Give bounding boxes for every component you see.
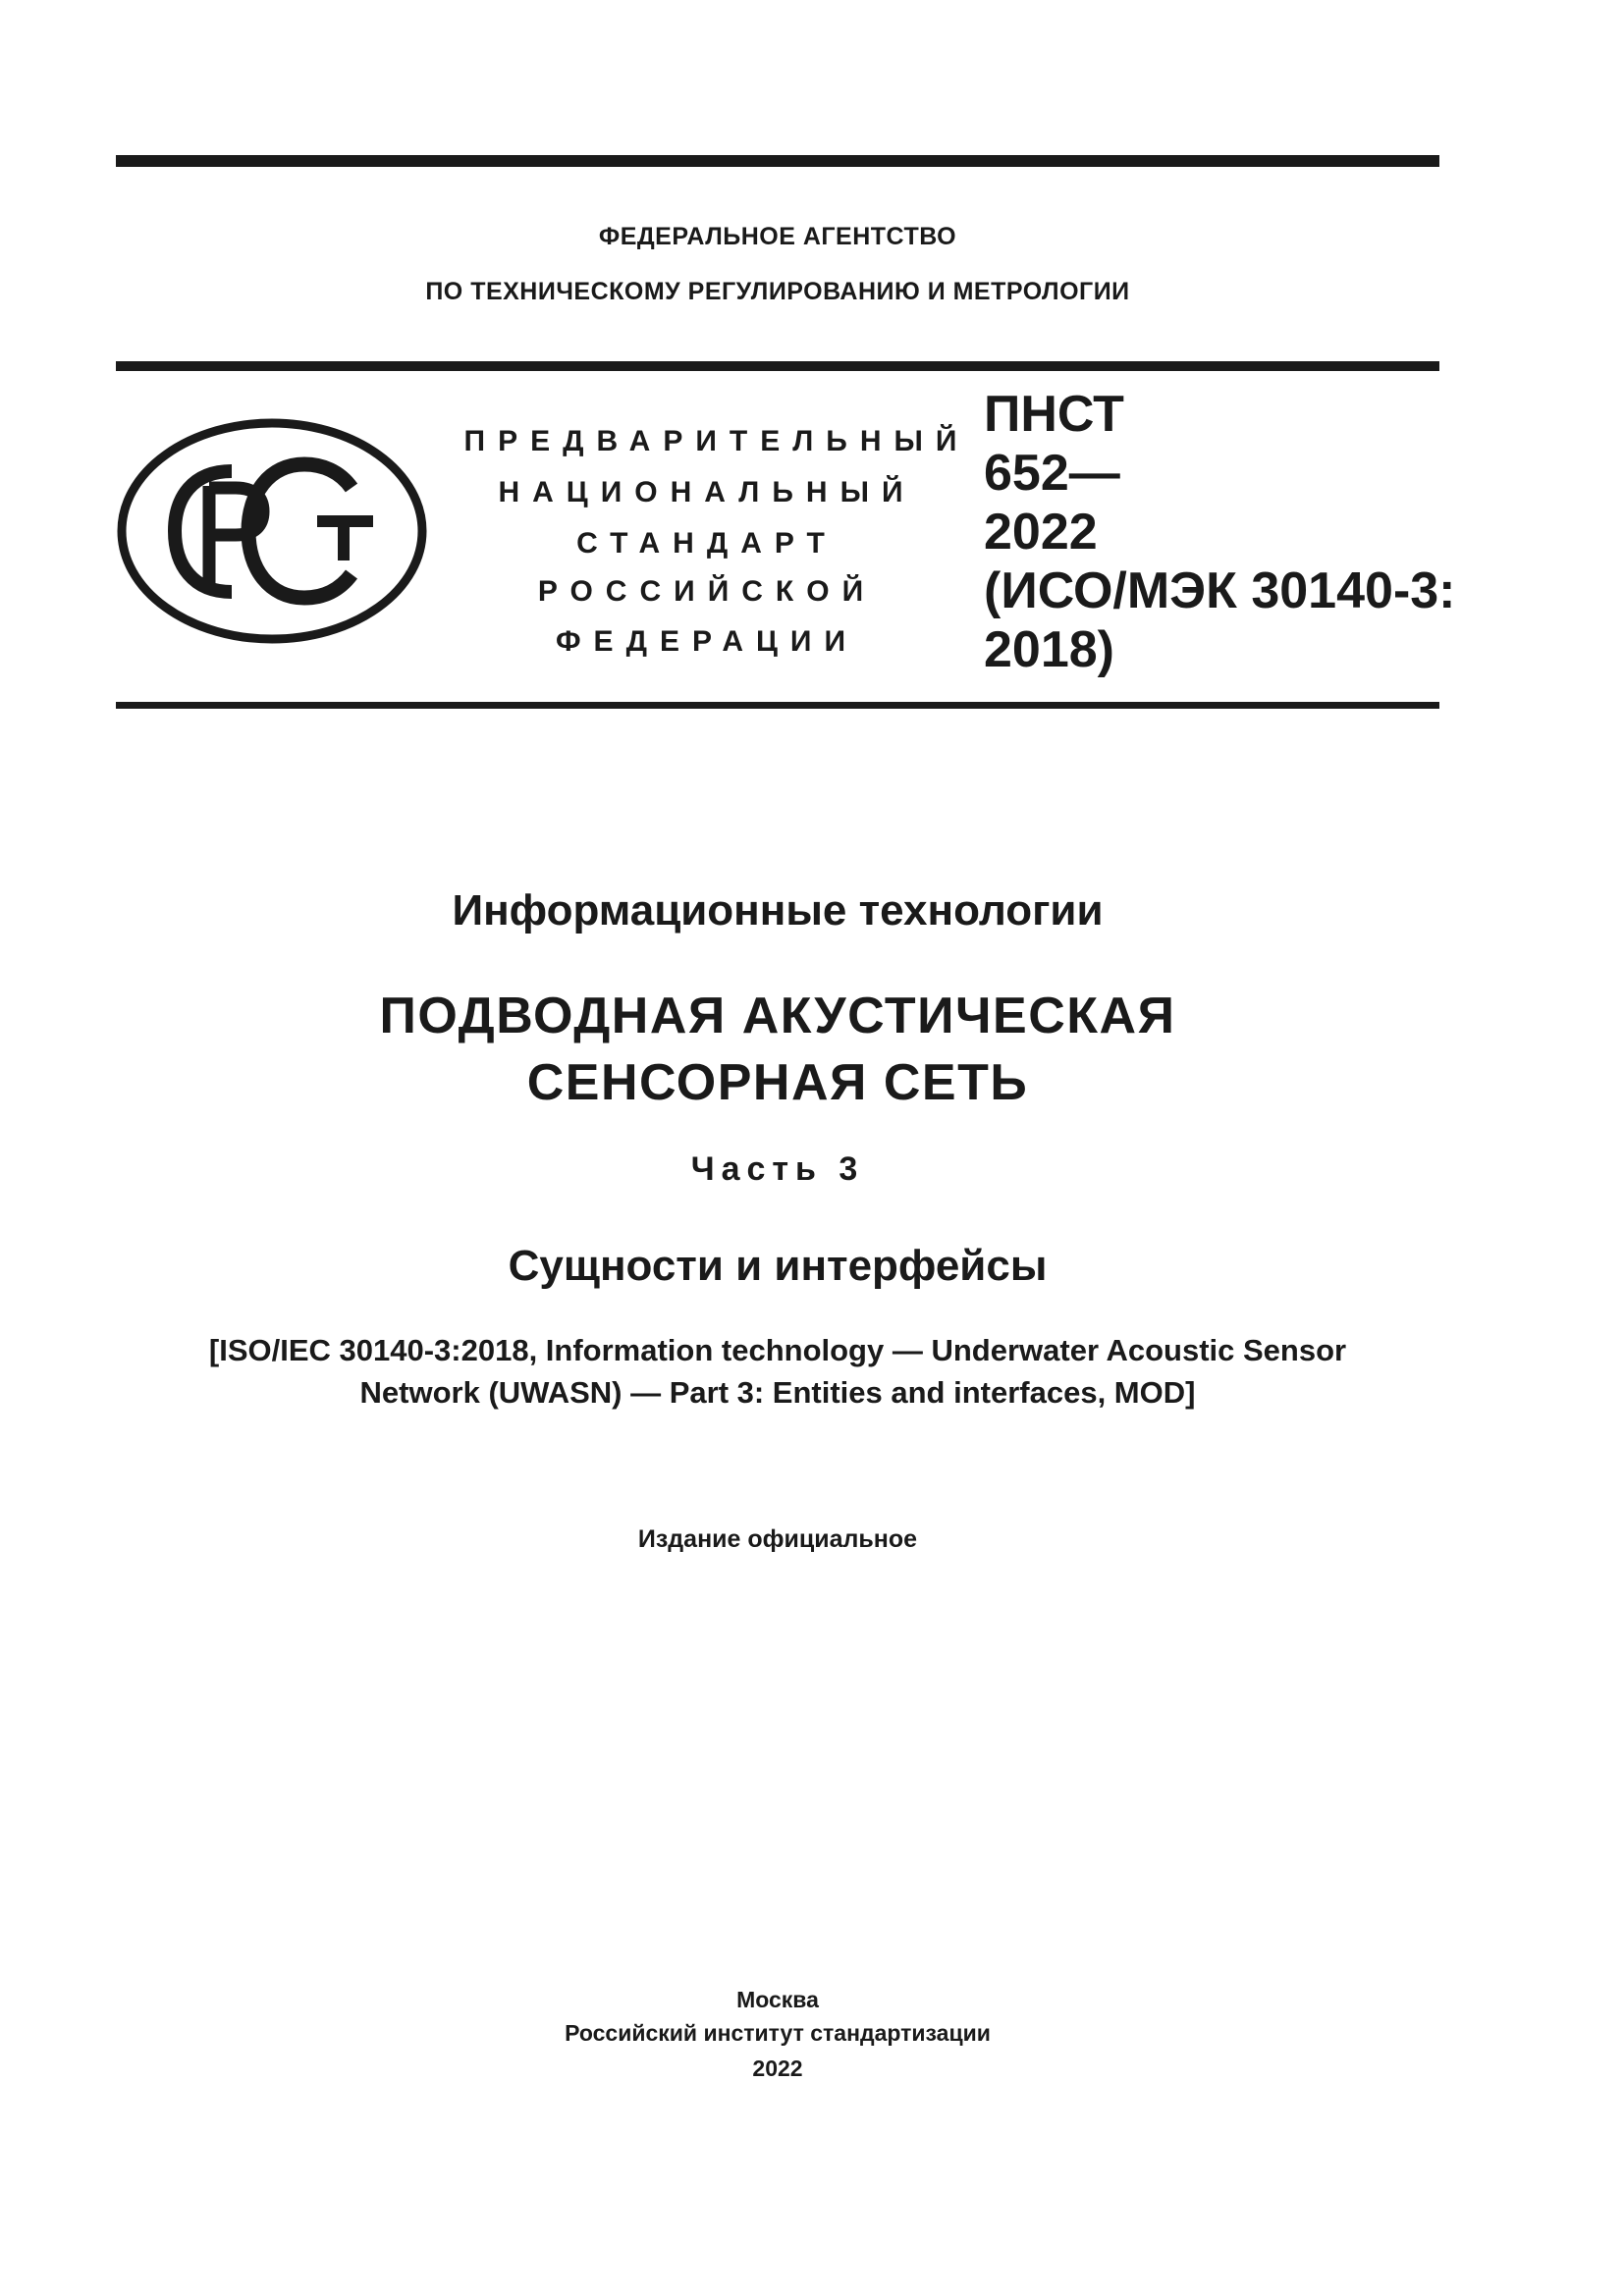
reference-line-2: Network (UWASN) — Part 3: Entities and interfaces, MOD] — [359, 1375, 1196, 1410]
title-line-2: СЕНСОРНАЯ СЕТЬ — [526, 1054, 1029, 1111]
agency-line-1: ФЕДЕРАЛЬНОЕ АГЕНТСТВО — [598, 223, 957, 250]
top-rule — [116, 155, 1439, 167]
standard-kind-line-3: СТАНДАРТ — [576, 527, 838, 560]
publisher-city: Москва — [736, 1987, 819, 2012]
part-title: Сущности и интерфейсы — [508, 1242, 1048, 1290]
standard-kind-line-2: НАЦИОНАЛЬНЫЙ — [498, 476, 916, 508]
gost-r-logo-icon — [116, 417, 428, 645]
designation-line-5: 2018) — [984, 621, 1114, 678]
subject-heading: Информационные технологии — [452, 886, 1104, 934]
masthead-bottom-rule — [116, 702, 1439, 709]
designation-line-1: ПНСТ — [984, 386, 1124, 443]
designation-line-2: 652— — [984, 445, 1120, 502]
designation-line-3: 2022 — [984, 504, 1098, 561]
standard-kind-line-5: ФЕДЕРАЦИИ — [555, 625, 859, 658]
publication-year: 2022 — [752, 2056, 803, 2081]
agency-line-2: ПО ТЕХНИЧЕСКОМУ РЕГУЛИРОВАНИЮ И МЕТРОЛОГИИ — [425, 278, 1130, 305]
standard-designation — [984, 385, 1456, 679]
title-line-1: ПОДВОДНАЯ АКУСТИЧЕСКАЯ — [379, 988, 1176, 1044]
edition-note: Издание официальное — [637, 1525, 918, 1553]
designation-line-4: (ИСО/МЭК 30140-3: — [984, 562, 1456, 619]
standard-kind-line-4: РОССИЙСКОЙ — [537, 575, 877, 608]
standard-kind-line-1: ПРЕДВАРИТЕЛЬНЫЙ — [463, 425, 970, 457]
publisher-name: Российский институт стандартизации — [565, 2020, 991, 2046]
header-rule — [116, 361, 1439, 371]
part-number: Часть 3 — [690, 1150, 865, 1188]
reference-line-1: [ISO/IEC 30140-3:2018, Information technology — Underwater Acoustic Sensor — [208, 1333, 1347, 1367]
